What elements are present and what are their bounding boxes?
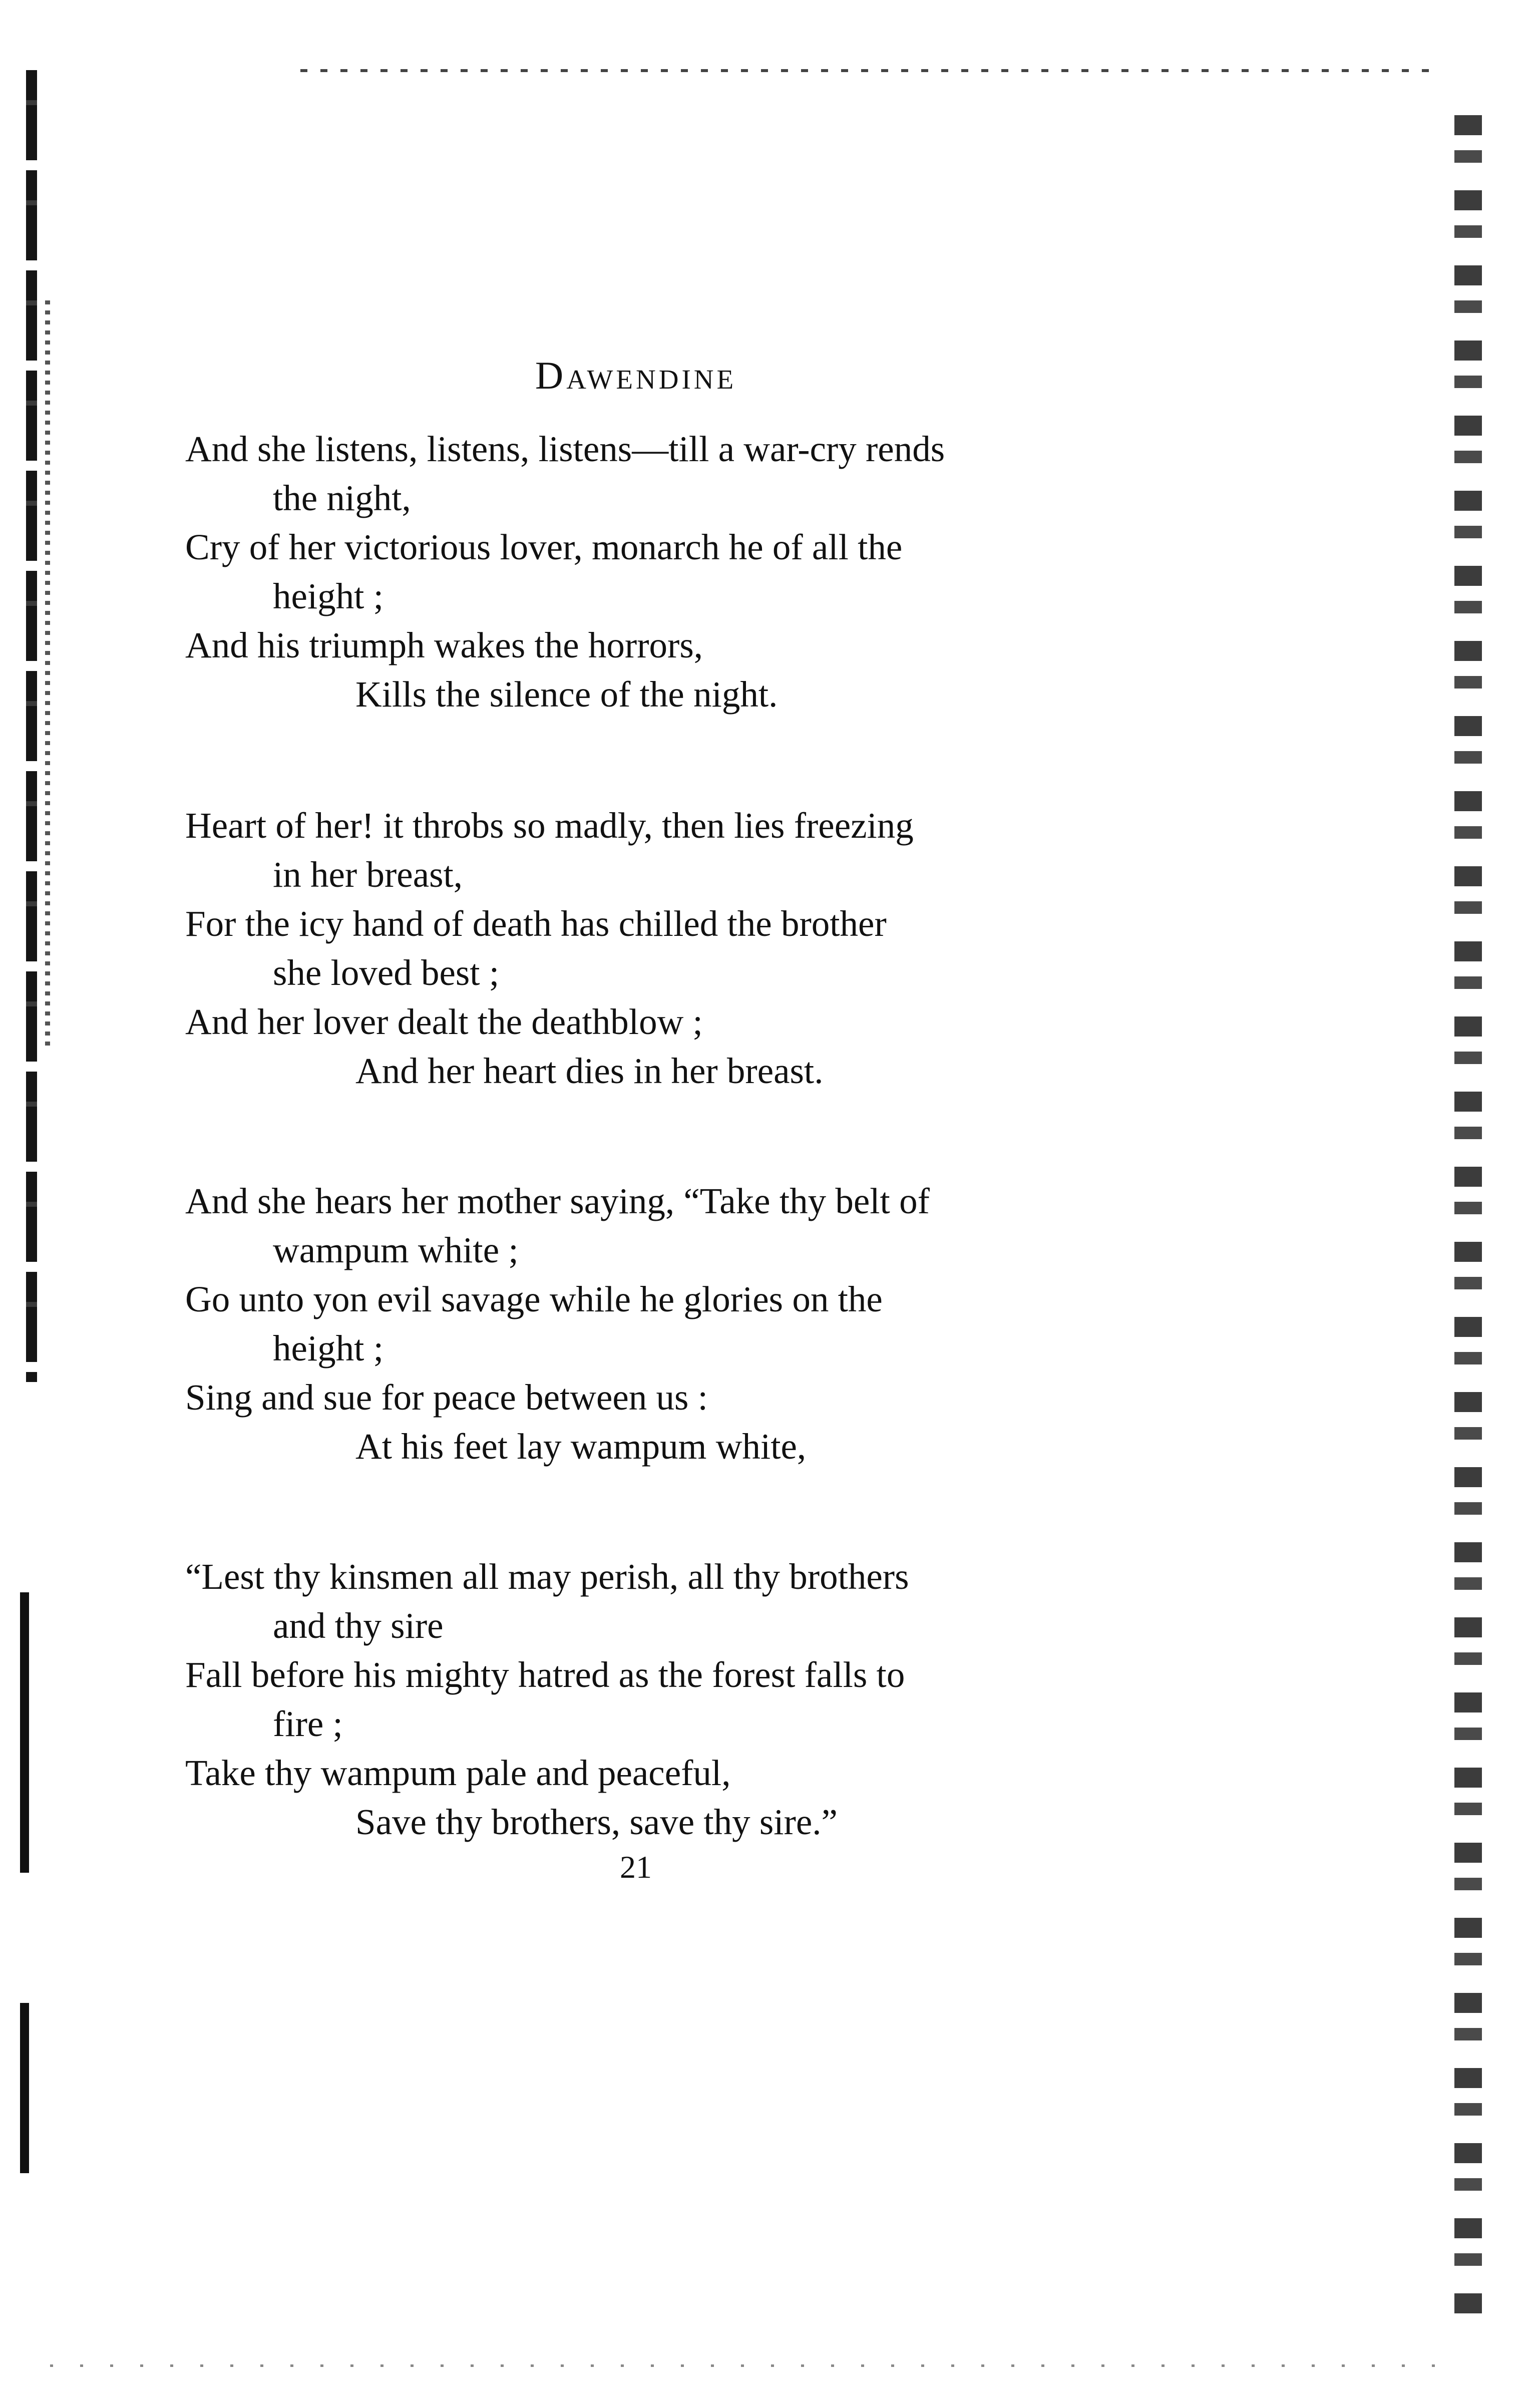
verse-line: Cry of her victorious lover, monarch he of all the <box>185 527 903 567</box>
verse-line: wampum white ; <box>273 1230 519 1270</box>
scan-edge-left-mark <box>20 1592 29 1873</box>
verse-line: Take thy wampum pale and peaceful, <box>185 1753 731 1793</box>
verse-line: fire ; <box>273 1703 343 1744</box>
scan-edge-top <box>300 69 1442 72</box>
verse-line: height ; <box>273 1328 383 1368</box>
scan-edge-left-speckle <box>45 300 50 1052</box>
verse-line: “Lest thy kinsmen all may perish, all thy brothers <box>185 1556 909 1597</box>
verse-line: And she listens, listens, listens—till a war-cry rends <box>185 429 945 469</box>
scan-edge-bottom <box>50 2364 1452 2367</box>
stanza <box>185 1552 1086 1847</box>
stanza <box>185 425 1086 719</box>
verse-line: and thy sire <box>273 1605 444 1646</box>
verse-line: At his feet lay wampum white, <box>355 1426 807 1467</box>
stanza <box>185 801 1086 1096</box>
scan-edge-left <box>26 70 37 1382</box>
verse-line: And her lover dealt the deathblow ; <box>185 1001 703 1042</box>
page-number: 21 <box>620 1849 652 1885</box>
verse-line: Go unto yon evil savage while he glories on the <box>185 1279 883 1319</box>
verse-line: Save thy brothers, save thy sire.” <box>355 1802 838 1842</box>
verse-line: And his triumph wakes the horrors, <box>185 625 703 665</box>
verse-line: in her breast, <box>273 854 463 895</box>
verse-line: Fall before his mighty hatred as the forest falls to <box>185 1654 905 1695</box>
verse-line: And she hears her mother saying, “Take thy belt of <box>185 1181 930 1221</box>
verse-line: she loved best ; <box>273 952 500 993</box>
scan-edge-right <box>1454 115 1482 2318</box>
verse-line: Heart of her! it throbs so madly, then lies freezing <box>185 805 914 846</box>
stanza <box>185 1177 1086 1471</box>
verse-line: Sing and sue for peace between us : <box>185 1377 708 1418</box>
verse-line: Kills the silence of the night. <box>355 674 778 715</box>
scan-edge-left-mark <box>20 2003 29 2173</box>
verse-line: the night, <box>273 478 411 518</box>
verse-line: For the icy hand of death has chilled the brother <box>185 903 887 944</box>
running-head: Dawendine <box>535 354 737 397</box>
verse-line: height ; <box>273 576 383 616</box>
verse-line: And her heart dies in her breast. <box>355 1051 824 1091</box>
